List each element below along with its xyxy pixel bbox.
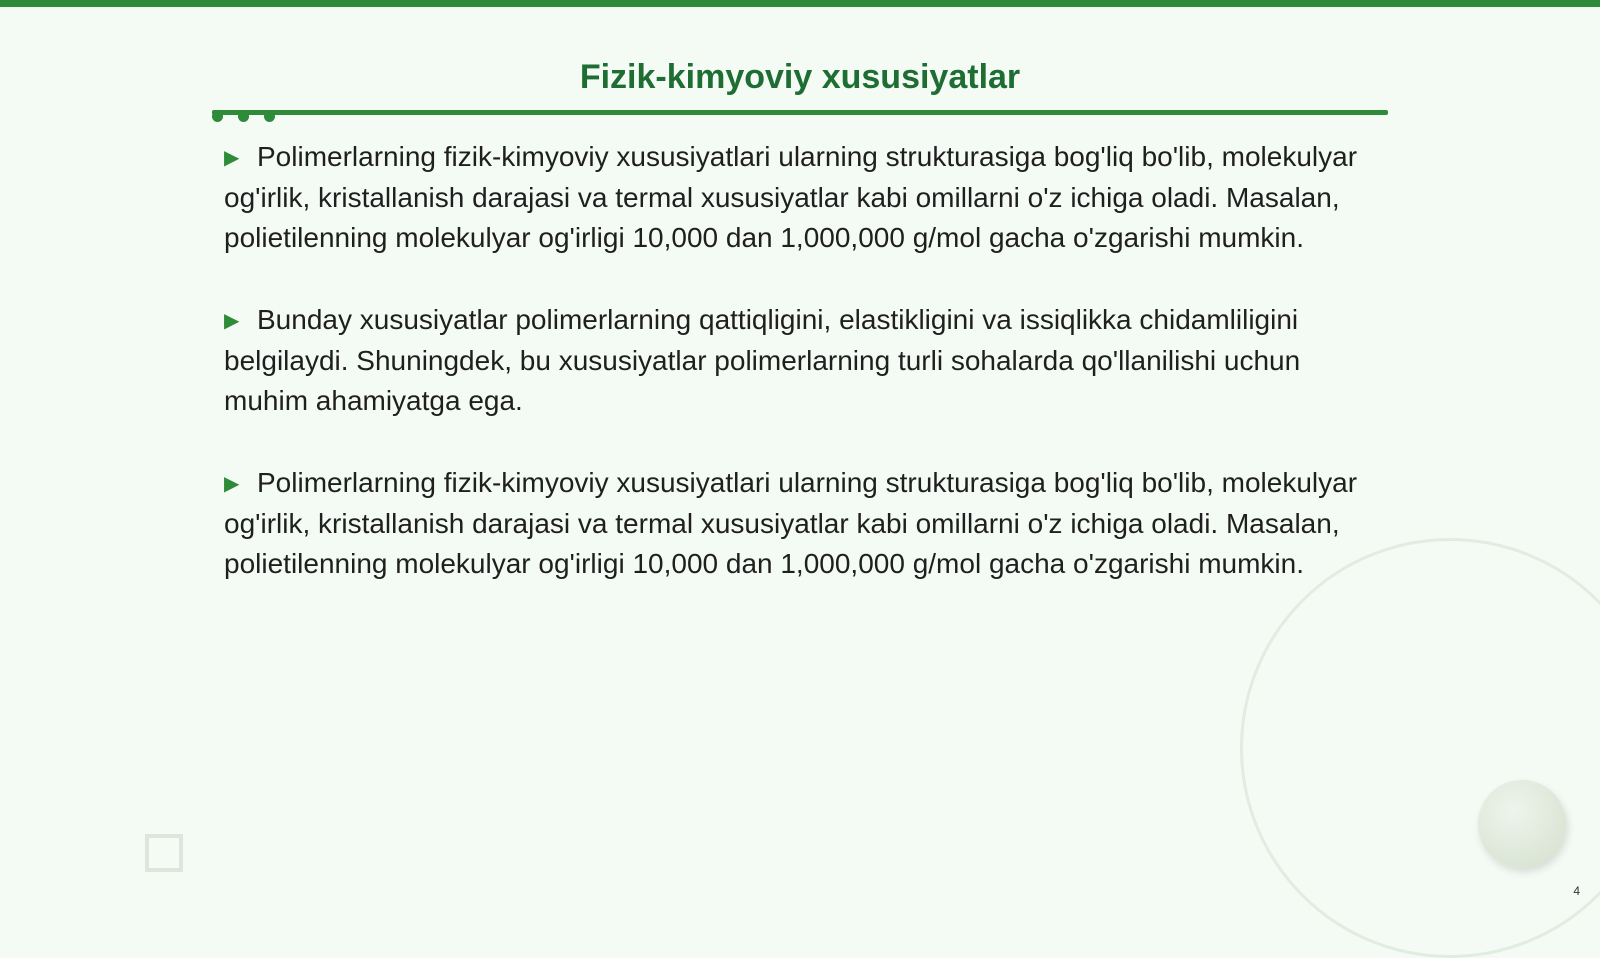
bullet-list xyxy=(224,137,1374,626)
bullet-item xyxy=(224,300,1374,421)
title-underline xyxy=(212,110,1388,115)
underline-dot xyxy=(212,111,223,122)
bullet-text: Bunday xususiyatlar polimerlarning qattiqligini, elastikligini va issiqlikka chidamliligini belgilaydi. Shuningdek, bu xususiyatlar polimerlarning turli sohalarda qo'llanilishi uchun muhim ahamiyatga ega. xyxy=(224,304,1301,416)
bullet-item xyxy=(224,463,1374,584)
slide-title: Fizik-kimyoviy xususiyatlar xyxy=(579,58,1021,96)
bullet-text: Polimerlarning fizik-kimyoviy xususiyatlari ularning strukturasiga bog'liq bo'lib, molekulyar og'irlik, kristallanish darajasi va termal xususiyatlar kabi omillarni o'z ichiga oladi. Masalan, polietilenning molekulyar og'irligi 10,000 dan 1,000,000 g/mol gacha o'zgarishi mumkin. xyxy=(224,467,1358,579)
underline-dot xyxy=(264,111,275,122)
triangle-bullet-icon: ▶ xyxy=(224,473,240,495)
bullet-text: Polimerlarning fizik-kimyoviy xususiyatlari ularning strukturasiga bog'liq bo'lib, molekulyar og'irlik, kristallanish darajasi va termal xususiyatlar kabi omillarni o'z ichiga oladi. Masalan, polietilenning molekulyar og'irligi 10,000 dan 1,000,000 g/mol gacha o'zgarishi mumkin. xyxy=(224,141,1358,253)
decorative-square xyxy=(145,834,183,872)
top-accent-bar xyxy=(0,0,1600,7)
bullet-item xyxy=(224,137,1374,258)
page-number: 4 xyxy=(1573,884,1580,898)
decorative-circle xyxy=(1478,780,1566,868)
underline-dot xyxy=(238,111,249,122)
triangle-bullet-icon: ▶ xyxy=(224,310,240,332)
triangle-bullet-icon: ▶ xyxy=(224,147,240,169)
